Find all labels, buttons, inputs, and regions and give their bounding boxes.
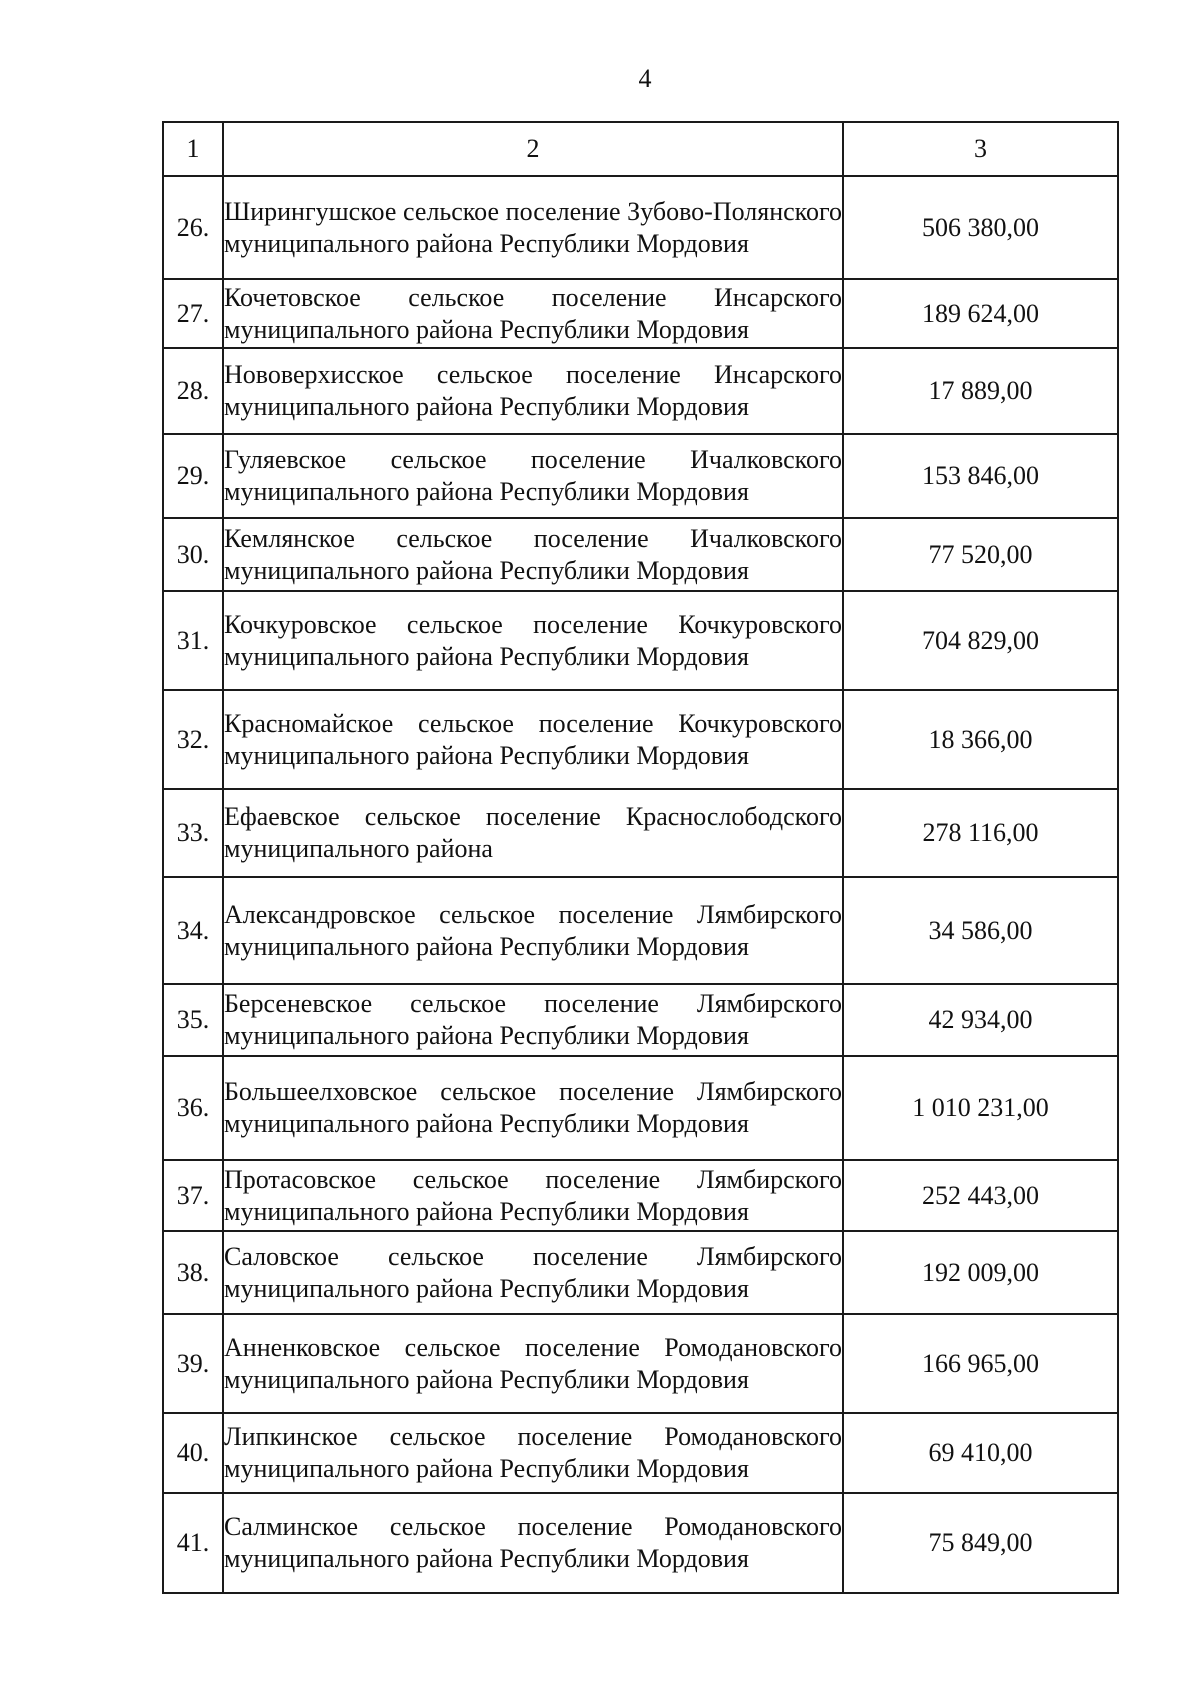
settlement-name: Красномайское сельское поселение Кочкуровского муниципального района Республики Мордовия [223,690,843,789]
row-number: 34. [163,877,223,984]
column-header-amount: 3 [843,122,1118,176]
amount-value: 77 520,00 [843,518,1118,591]
row-number: 41. [163,1493,223,1593]
allocation-table [162,121,1119,1594]
table-row [163,1493,1118,1593]
row-number: 36. [163,1056,223,1160]
column-header-name: 2 [223,122,843,176]
table-row [163,1160,1118,1231]
amount-value: 42 934,00 [843,984,1118,1056]
row-number: 40. [163,1413,223,1493]
table-row [163,434,1118,518]
amount-value: 278 116,00 [843,789,1118,877]
amount-value: 17 889,00 [843,348,1118,434]
amount-value: 18 366,00 [843,690,1118,789]
settlement-name: Саловское сельское поселение Лямбирского муниципального района Республики Мордовия [223,1231,843,1314]
settlement-name: Ширингушское сельское поселение Зубово-Полянского муниципального района Республики Мордовия [223,176,843,279]
settlement-name: Александровское сельское поселение Лямбирского муниципального района Республики Мордовия [223,877,843,984]
table-row [163,348,1118,434]
table-row [163,1413,1118,1493]
table-row [163,518,1118,591]
amount-value: 506 380,00 [843,176,1118,279]
amount-value: 1 010 231,00 [843,1056,1118,1160]
table-row [163,877,1118,984]
settlement-name: Гуляевское сельское поселение Ичалковского муниципального района Республики Мордовия [223,434,843,518]
row-number: 27. [163,279,223,348]
page-number: 4 [638,64,652,93]
settlement-name: Анненковское сельское поселение Ромодановского муниципального района Республики Мордовия [223,1314,843,1413]
row-number: 35. [163,984,223,1056]
settlement-name: Салминское сельское поселение Ромодановского муниципального района Республики Мордовия [223,1493,843,1593]
table-row [163,1231,1118,1314]
row-number: 32. [163,690,223,789]
row-number: 31. [163,591,223,690]
settlement-name: Кочкуровское сельское поселение Кочкуровского муниципального района Республики Мордовия [223,591,843,690]
table-row [163,984,1118,1056]
settlement-name: Берсеневское сельское поселение Лямбирского муниципального района Республики Мордовия [223,984,843,1056]
amount-value: 75 849,00 [843,1493,1118,1593]
table-row [163,1314,1118,1413]
table-row [163,176,1118,279]
settlement-name: Нововерхисское сельское поселение Инсарского муниципального района Республики Мордовия [223,348,843,434]
table-row [163,1056,1118,1160]
amount-value: 704 829,00 [843,591,1118,690]
row-number: 39. [163,1314,223,1413]
row-number: 26. [163,176,223,279]
settlement-name: Ефаевское сельское поселение Краснослободского муниципального района [223,789,843,877]
table-row [163,690,1118,789]
amount-value: 192 009,00 [843,1231,1118,1314]
row-number: 37. [163,1160,223,1231]
amount-value: 34 586,00 [843,877,1118,984]
settlement-name: Липкинское сельское поселение Ромодановского муниципального района Республики Мордовия [223,1413,843,1493]
row-number: 30. [163,518,223,591]
settlement-name: Кочетовское сельское поселение Инсарского муниципального района Республики Мордовия [223,279,843,348]
amount-value: 69 410,00 [843,1413,1118,1493]
table-row [163,789,1118,877]
row-number: 28. [163,348,223,434]
settlement-name: Большеелховское сельское поселение Лямбирского муниципального района Республики Мордовия [223,1056,843,1160]
table-row [163,591,1118,690]
amount-value: 189 624,00 [843,279,1118,348]
column-header-number: 1 [163,122,223,176]
row-number: 33. [163,789,223,877]
row-number: 29. [163,434,223,518]
settlement-name: Протасовское сельское поселение Лямбирского муниципального района Республики Мордовия [223,1160,843,1231]
amount-value: 153 846,00 [843,434,1118,518]
amount-value: 252 443,00 [843,1160,1118,1231]
table-header-row [163,122,1118,176]
row-number: 38. [163,1231,223,1314]
table-row [163,279,1118,348]
amount-value: 166 965,00 [843,1314,1118,1413]
settlement-name: Кемлянское сельское поселение Ичалковского муниципального района Республики Мордовия [223,518,843,591]
